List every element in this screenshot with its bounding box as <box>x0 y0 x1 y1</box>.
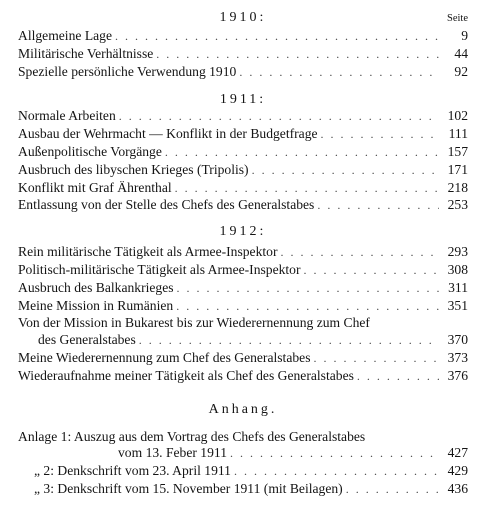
section-heading-1910: 1910: <box>219 10 267 25</box>
toc-entry: Wiederaufnahme meiner Tätigkeit als Chef des Generalstabes . . . 376 <box>18 367 468 385</box>
appendix-heading: Anhang. <box>208 402 278 417</box>
toc-entry: Politisch-militärische Tätigkeit als Armee-Inspektor . . . 308 <box>18 261 468 279</box>
toc-entry: Meine Mission in Rumänien . . . 351 <box>18 297 468 315</box>
toc-entry: Entlassung von der Stelle des Chefs des Generalstabes . . . 253 <box>18 196 468 214</box>
toc-entry: vom 13. Feber 1911 . . . 427 <box>18 444 468 462</box>
table-of-contents <box>18 0 468 510</box>
toc-entry-first-line: Von der Mission in Bukarest bis zur Wiederernennung zum Chef <box>18 315 370 330</box>
toc-entry: Normale Arbeiten . . . 102 <box>18 107 468 125</box>
toc-entry: Rein militärische Tätigkeit als Armee-Inspektor . . . 293 <box>18 243 468 261</box>
section-heading-1912: 1912: <box>219 224 267 239</box>
toc-entry: Spezielle persönliche Verwendung 1910 . . . 92 <box>18 63 468 81</box>
toc-entry: Konflikt mit Graf Ährenthal . . . 218 <box>18 179 468 197</box>
toc-entry: Ausbruch des libyschen Krieges (Tripolis) . . . 171 <box>18 161 468 179</box>
toc-entry: des Generalstabes . . . 370 <box>18 331 468 349</box>
toc-entry: „ 2: Denkschrift vom 23. April 1911 . . . 429 <box>18 462 468 480</box>
toc-entry: Ausbau der Wehrmacht — Konflikt in der Budgetfrage . . . 111 <box>18 125 468 143</box>
toc-entry: Ausbruch des Balkankrieges . . . 311 <box>18 279 468 297</box>
toc-entry: Meine Wiederernennung zum Chef des Generalstabes . . . 373 <box>18 349 468 367</box>
section-heading-1911: 1911: <box>219 92 267 107</box>
toc-entry: Militärische Verhältnisse . . . 44 <box>18 45 468 63</box>
toc-entry: Allgemeine Lage . . . 9 <box>18 27 468 45</box>
toc-entry: „ 3: Denkschrift vom 15. November 1911 (mit Beilagen) . . . 436 <box>18 480 468 498</box>
page-column-label: Seite <box>447 13 468 24</box>
toc-entry-first-line: Anlage 1: Auszug aus dem Vortrag des Chefs des Generalstabes <box>18 429 366 444</box>
toc-entry: Außenpolitische Vorgänge . . . 157 <box>18 143 468 161</box>
